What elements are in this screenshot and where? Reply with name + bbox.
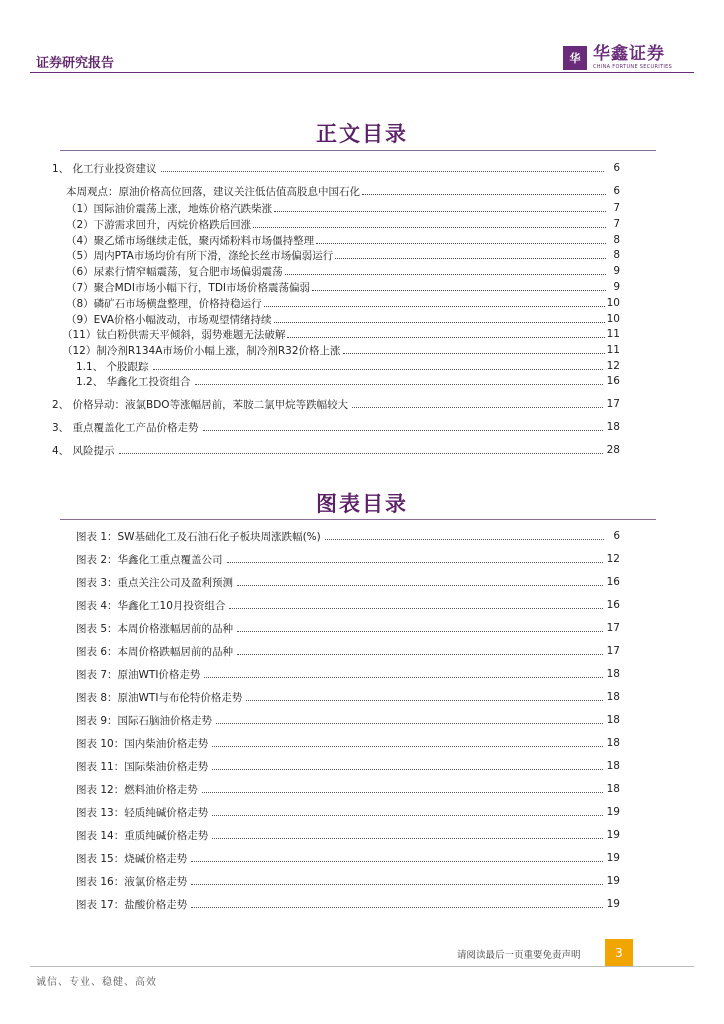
figure-entry[interactable]: 图表 14：重质纯碱价格走势 19 (76, 829, 620, 842)
toc-entry[interactable]: 1、 化工行业投资建议 6 (52, 162, 620, 175)
figure-entry[interactable]: 图表 10：国内柴油价格走势 18 (76, 737, 620, 750)
toc-entry[interactable]: （12）制冷剂R134A市场价小幅上涨，制冷剂R32价格上涨 11 (62, 344, 620, 357)
header-divider (30, 72, 694, 73)
figure-entry[interactable]: 图表 5：本周价格涨幅居前的品种 17 (76, 622, 620, 635)
disclaimer-note: 请阅读最后一页重要免责声明 (457, 950, 581, 961)
figure-entry[interactable]: 图表 3：重点关注公司及盈利预测 16 (76, 576, 620, 589)
brand-name-en: CHINA FORTUNE SECURITIES (593, 64, 673, 70)
toc-entry[interactable]: 1.2、 华鑫化工投资组合 16 (76, 375, 620, 388)
brand-name: 华鑫证券 (593, 44, 665, 64)
report-type-label: 证券研究报告 (36, 56, 115, 71)
toc-entry[interactable]: 本周观点：原油价格高位回落，建议关注低估值高股息中国石化 6 (66, 185, 620, 198)
figure-entry[interactable]: 图表 1：SW基础化工及石油石化子板块周涨跌幅(%) 6 (76, 530, 620, 543)
toc-title-rule (60, 150, 656, 151)
figures-title: 图表目录 (316, 491, 408, 516)
figure-entry[interactable]: 图表 11：国际柴油价格走势 18 (76, 760, 620, 773)
toc-entry[interactable]: （5）周内PTA市场均价有所下滑，涤纶长丝市场偏弱运行 8 (66, 249, 620, 262)
figure-entry[interactable]: 图表 13：轻质纯碱价格走势 19 (76, 806, 620, 819)
figure-entry[interactable]: 图表 9：国际石脑油价格走势 18 (76, 714, 620, 727)
toc-entry[interactable]: 1.1、 个股跟踪 12 (76, 360, 620, 373)
toc-entry[interactable]: （11）钛白粉供需天平倾斜，弱势难题无法破解 11 (62, 328, 620, 341)
figures-title-rule (60, 519, 656, 520)
toc-entry[interactable]: （7）聚合MDI市场小幅下行，TDI市场价格震荡偏弱 9 (66, 281, 620, 294)
toc-entry[interactable]: （8）磷矿石市场横盘整理，价格持稳运行 10 (66, 297, 620, 310)
figure-entry[interactable]: 图表 4：华鑫化工10月投资组合 16 (76, 599, 620, 612)
toc-entry[interactable]: 2、 价格异动：液氯BDO等涨幅居前，苯胺二氯甲烷等跌幅较大 17 (52, 398, 620, 411)
figure-entry[interactable]: 图表 17：盐酸价格走势 19 (76, 898, 620, 911)
figure-entry[interactable]: 图表 6：本周价格跌幅居前的品种 17 (76, 645, 620, 658)
page-number: 3 (605, 939, 633, 967)
toc-title: 正文目录 (316, 121, 408, 146)
toc-entry[interactable]: （2）下游需求回升，丙烷价格跌后回涨 7 (66, 218, 620, 231)
toc-entry[interactable]: （9）EVA价格小幅波动，市场观望情绪持续 10 (66, 313, 620, 326)
brand-logo (563, 44, 672, 74)
toc-entry[interactable]: 4、 风险提示 28 (52, 444, 620, 457)
figure-entry[interactable]: 图表 7：原油WTI价格走势 18 (76, 668, 620, 681)
figure-entry[interactable]: 图表 15：烧碱价格走势 19 (76, 852, 620, 865)
figure-entry[interactable]: 图表 2：华鑫化工重点覆盖公司 12 (76, 553, 620, 566)
footer-divider (30, 966, 694, 967)
toc-entry[interactable]: （6）尿素行情窄幅震荡，复合肥市场偏弱震荡 9 (66, 265, 620, 278)
figure-entry[interactable]: 图表 8：原油WTI与布伦特价格走势 18 (76, 691, 620, 704)
toc-entry[interactable]: （4）聚乙烯市场继续走低，聚丙烯粉料市场僵持整理 8 (66, 234, 620, 247)
brand-mark-icon: 华 (563, 46, 587, 70)
company-motto: 诚信、专业、稳健、高效 (36, 977, 157, 988)
figure-entry[interactable]: 图表 16：液氯价格走势 19 (76, 875, 620, 888)
toc-entry[interactable]: 3、 重点覆盖化工产品价格走势 18 (52, 421, 620, 434)
figure-entry[interactable]: 图表 12：燃料油价格走势 18 (76, 783, 620, 796)
toc-entry[interactable]: （1）国际油价震荡上涨，地炼价格汽跌柴涨 7 (66, 202, 620, 215)
